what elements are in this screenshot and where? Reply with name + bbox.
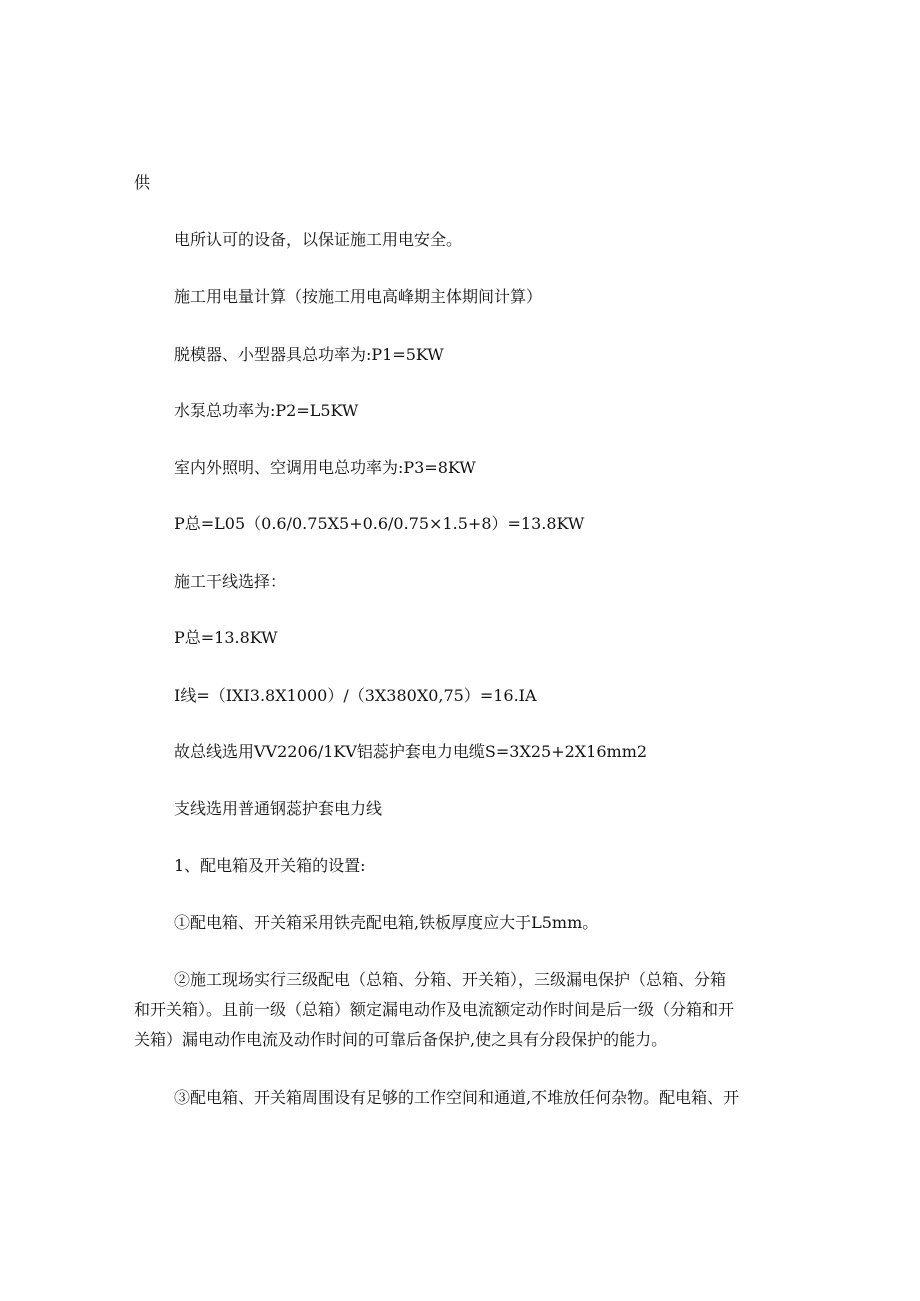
formula-line: P总=L05（0.6/0.75X5+0.6/0.75×1.5+8）=13.8KW	[174, 514, 585, 533]
section-heading: 1、配电箱及开关箱的设置:	[174, 856, 366, 875]
text-line: 电所认可的设备，以保证施工用电安全。	[174, 230, 463, 249]
list-item: ①配电箱、开关箱采用铁壳配电箱,铁板厚度应大于L5mm。	[174, 913, 599, 932]
text-line: 室内外照明、空调用电总功率为:P3=8KW	[174, 458, 476, 477]
text-line: 供	[134, 173, 151, 192]
list-item: ③配电箱、开关箱周围设有足够的工作空间和通道,不堆放任何杂物。配电箱、开	[174, 1088, 740, 1107]
text-line: 支线选用普通钢蕊护套电力线	[174, 799, 383, 818]
text-line: 水泵总功率为:P2=L5KW	[174, 401, 359, 420]
formula-line: P总=13.8KW	[174, 628, 278, 647]
section-heading: 施工用电量计算（按施工用电高峰期主体期间计算）	[174, 287, 543, 306]
text-line: 故总线选用VV2206/1KV铝蕊护套电力电缆S=3X25+2X16mm2	[174, 742, 648, 761]
text-line: 关箱）漏电动作电流及动作时间的可靠后备保护,使之具有分段保护的能力。	[134, 1030, 668, 1049]
formula-line: I线=（IXI3.8X1000）/（3X380X0,75）=16.IA	[174, 686, 537, 705]
section-heading: 施工干线选择：	[174, 572, 287, 591]
text-line: 和开关箱）。且前一级（总箱）额定漏电动作及电流额定动作时间是后一级（分箱和开	[134, 1000, 735, 1019]
text-line: 脱模器、小型器具总功率为:P1=5KW	[174, 345, 444, 364]
list-item: ②施工现场实行三级配电（总箱、分箱、开关箱），三级漏电保护（总箱、分箱	[174, 970, 727, 989]
